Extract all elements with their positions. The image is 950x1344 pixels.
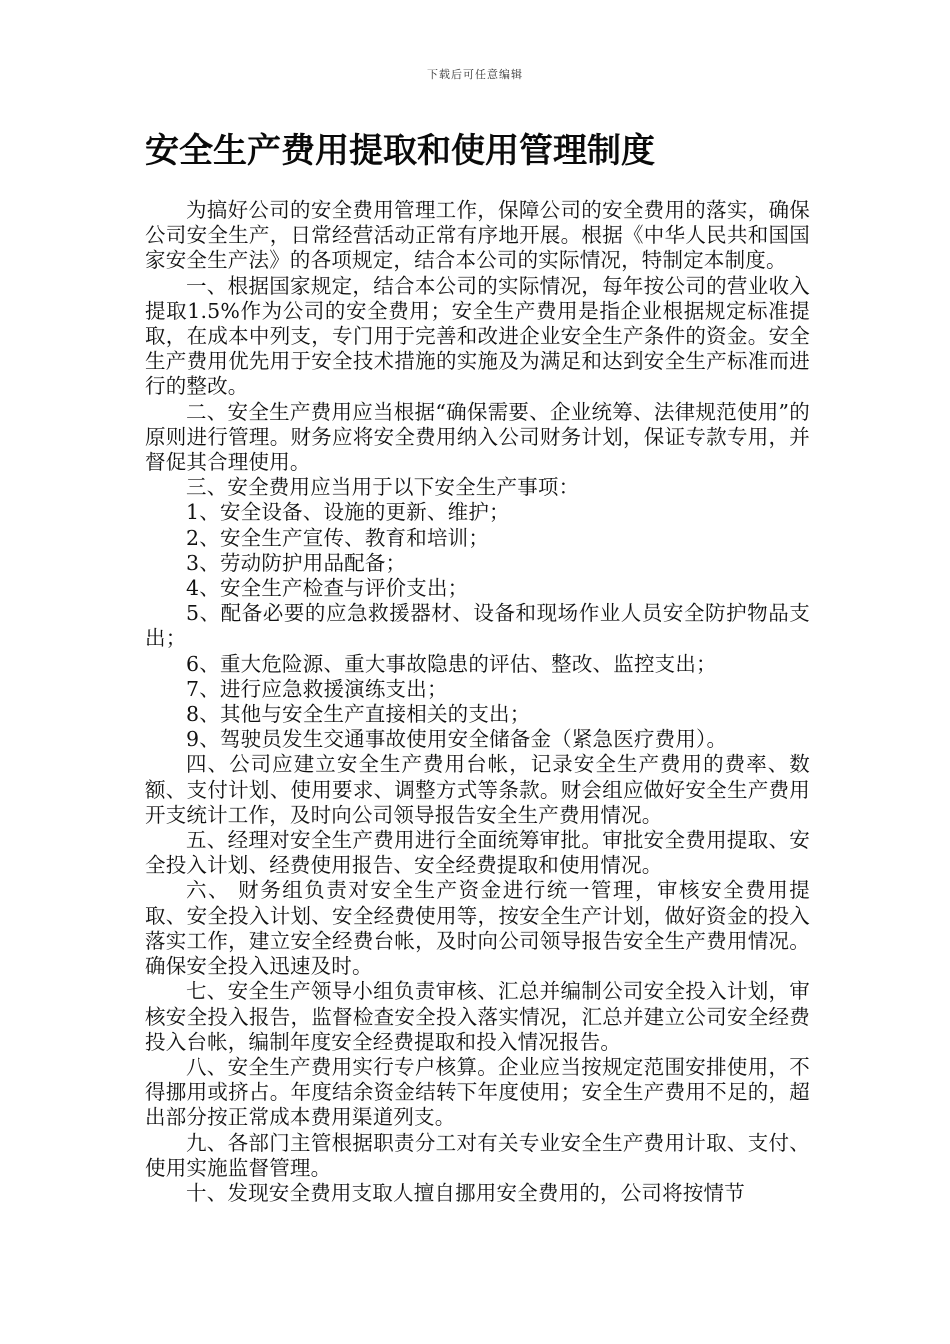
header-note: 下载后可任意编辑 (427, 68, 523, 81)
document-body (145, 198, 810, 1206)
document-title: 安全生产费用提取和使用管理制度 (145, 131, 655, 171)
paragraph-article-9: 九、各部门主管根据职责分工对有关专业安全生产费用计取、支付、使用实施监督管理。 (145, 1130, 810, 1180)
list-item-6: 6、重大危险源、重大事故隐患的评估、整改、监控支出； (186, 651, 717, 676)
list-item-3: 3、劳动防护用品配备； (186, 550, 407, 575)
list-item-1: 1、安全设备、设施的更新、维护； (186, 500, 510, 525)
paragraph-article-7: 七、安全生产领导小组负责审核、汇总并编制公司安全投入计划，审核安全投入报告，监督检查安全投入落实情况，汇总并建立公司安全经费投入台帐，编制年度安全经费提取和投入情况报告。 (145, 979, 810, 1054)
list-item-7: 7、进行应急救援演练支出； (186, 676, 448, 701)
paragraph-article-5: 五、经理对安全生产费用进行全面统筹审批。审批安全费用提取、安全投入计划、经费使用报告、安全经费提取和使用情况。 (145, 828, 810, 878)
list-item-5: 5、配备必要的应急救援器材、设备和现场作业人员安全防护物品支出； (145, 601, 810, 651)
paragraph-intro: 为搞好公司的安全费用管理工作，保障公司的安全费用的落实，确保公司安全生产，日常经营活动正常有序地开展。根据《中华人民共和国国家安全生产法》的各项规定，结合本公司的实际情况，特制定本制度。 (145, 198, 810, 273)
paragraph-article-6: 六、 财务组负责对安全生产资金进行统一管理，审核安全费用提取、安全投入计划、安全经费使用等，按安全生产计划，做好资金的投入落实工作，建立安全经费台帐，及时向公司领导报告安全生产费用情况。确保安全投入迅速及时。 (145, 878, 810, 979)
paragraph-article-2: 二、安全生产费用应当根据“确保需要、企业统筹、法律规范使用”的原则进行管理。财务应将安全费用纳入公司财务计划，保证专款专用，并督促其合理使用。 (145, 399, 810, 475)
list-item-4: 4、安全生产检查与评价支出； (186, 576, 469, 601)
paragraph-article-4: 四、公司应建立安全生产费用台帐，记录安全生产费用的费率、数额、支付计划、使用要求、调整方式等条款。财会组应做好安全生产费用开支统计工作，及时向公司领导报告安全生产费用情况。 (145, 752, 810, 827)
paragraph-article-10: 十、发现安全费用支取人擅自挪用安全费用的，公司将按情节 (186, 1180, 745, 1205)
paragraph-article-1: 一、根据国家规定，结合本公司的实际情况，每年按公司的营业收入提取1.5%作为公司的安全费用；安全生产费用是指企业根据规定标准提取，在成本中列支，专门用于完善和改进企业安全生产条件的资金。安全生产费用优先用于安全技术措施的实施及为满足和达到安全生产标准而进行的整改。 (145, 273, 810, 399)
list-item-2: 2、安全生产宣传、教育和培训； (186, 525, 490, 550)
paragraph-article-3: 三、安全费用应当用于以下安全生产事项： (186, 475, 580, 500)
list-item-9: 9、驾驶员发生交通事故使用安全储备金（紧急医疗费用）。 (186, 727, 728, 752)
list-item-8: 8、其他与安全生产直接相关的支出； (186, 702, 531, 727)
paragraph-article-8: 八、安全生产费用实行专户核算。企业应当按规定范围安排使用，不得挪用或挤占。年度结余资金结转下年度使用；安全生产费用不足的，超出部分按正常成本费用渠道列支。 (145, 1054, 810, 1130)
